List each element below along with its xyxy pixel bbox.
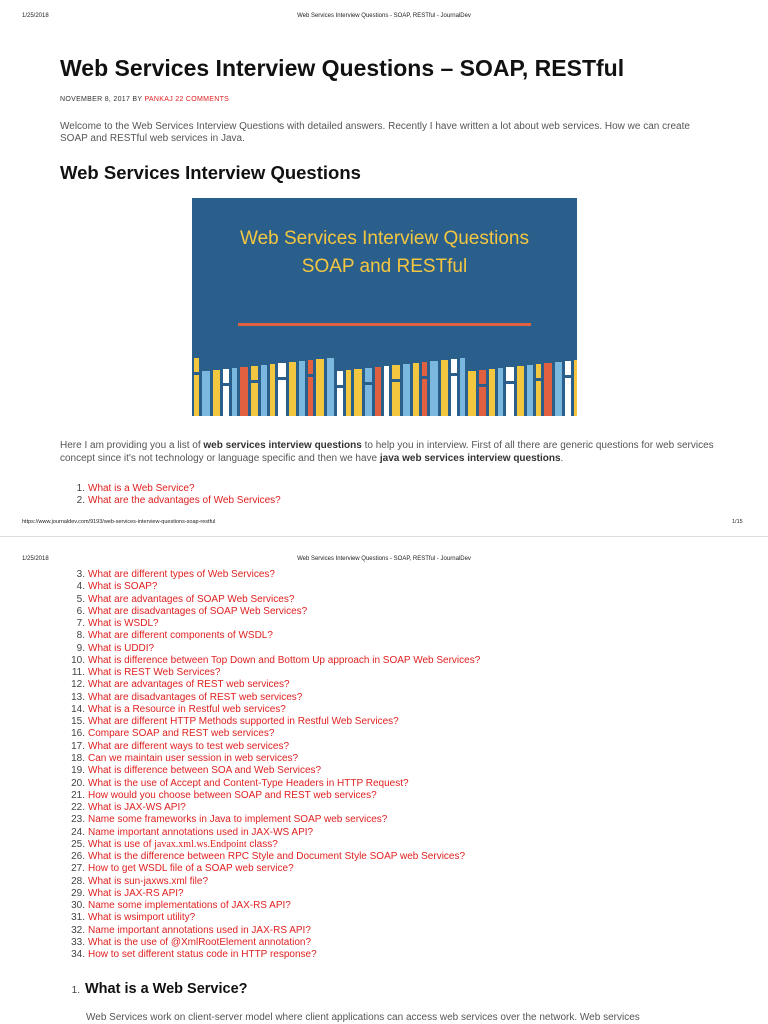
- list-item: [60, 495, 281, 507]
- item-number: 1.: [76, 483, 85, 494]
- question-link[interactable]: Name some implementations of JAX-RS API?: [88, 900, 291, 912]
- book-stripe: [565, 375, 571, 378]
- book-stripe: [337, 385, 343, 388]
- question-link[interactable]: What is a Resource in Restful web services?: [88, 703, 286, 715]
- para-text-e: .: [560, 453, 564, 464]
- list-item: [60, 863, 480, 875]
- item-number: 15.: [71, 716, 85, 728]
- book-spine: [270, 364, 275, 416]
- banner-title-line1: Web Services Interview Questions: [240, 228, 529, 249]
- list-item: [60, 937, 480, 949]
- list-item: [60, 851, 480, 863]
- item-number: 7.: [76, 618, 85, 630]
- book-spine: [337, 371, 343, 416]
- list-item: [60, 876, 480, 888]
- book-spine: [479, 370, 486, 416]
- item-number: 13.: [71, 691, 85, 703]
- question-link[interactable]: Compare SOAP and REST web services?: [88, 728, 275, 740]
- question-list-page1: [60, 483, 281, 508]
- book-spine: [327, 358, 334, 416]
- meta-by: BY: [132, 96, 143, 103]
- question-link[interactable]: What is REST Web Services?: [88, 667, 221, 679]
- book-spine: [430, 361, 438, 416]
- question-link[interactable]: What is difference between SOA and Web Services?: [88, 765, 322, 777]
- list-item: [60, 912, 480, 924]
- item-number: 3.: [76, 569, 85, 580]
- list-item: [60, 692, 480, 704]
- question-link[interactable]: What are different types of Web Services?: [88, 569, 275, 580]
- book-spine: [308, 360, 313, 416]
- item-number: 28.: [71, 875, 85, 887]
- book-spine: [555, 362, 562, 416]
- item-number: 19.: [71, 765, 85, 777]
- book-spine: [392, 365, 400, 416]
- book-stripe: [506, 381, 514, 384]
- question-link[interactable]: What are the advantages of Web Services?: [88, 495, 281, 507]
- item-number: 5.: [76, 593, 85, 605]
- question-link[interactable]: [88, 839, 278, 850]
- question-text-after: class?: [246, 838, 278, 850]
- item-number: 10.: [71, 654, 85, 666]
- book-spine: [489, 369, 495, 416]
- meta-author-link[interactable]: PANKAJ: [144, 96, 173, 103]
- print-footer-page: 1/15: [732, 519, 743, 525]
- print-header-title: Web Services Interview Questions - SOAP, RESTful - JournalDev: [297, 13, 471, 19]
- book-spine: [223, 369, 229, 416]
- list-item: [60, 483, 281, 495]
- list-item: [60, 741, 480, 753]
- book-spine: [536, 364, 541, 416]
- item-number: 32.: [71, 924, 85, 936]
- book-spine: [278, 363, 286, 416]
- book-spine: [316, 359, 324, 416]
- list-item: [60, 827, 480, 839]
- banner-image: [192, 198, 577, 416]
- question-link[interactable]: How to get WSDL file of a SOAP web service?: [88, 863, 294, 875]
- book-spine: [261, 365, 267, 416]
- book-stripe: [536, 378, 541, 381]
- book-spine: [468, 371, 476, 416]
- list-item: [60, 949, 480, 961]
- book-spine: [232, 368, 237, 416]
- question-link[interactable]: What is the use of Accept and Content-Type Headers in HTTP Request?: [88, 777, 409, 789]
- answer-paragraph: Web Services work on client-server model where client applications can access web services over the network. Web services: [86, 1012, 640, 1023]
- question-link[interactable]: What is the difference between RPC Style and Document Style SOAP web Services?: [88, 851, 466, 863]
- book-stripe: [278, 377, 286, 380]
- book-stripe: [194, 372, 199, 375]
- book-spine: [544, 363, 552, 416]
- item-number: 22.: [71, 802, 85, 814]
- item-number: 17.: [71, 740, 85, 752]
- book-spine: [517, 366, 524, 416]
- list-item: [60, 643, 480, 655]
- book-spine: [460, 358, 465, 416]
- question-link[interactable]: What are advantages of REST web services?: [88, 679, 290, 691]
- inline-code: javax.xml.ws.Endpoint: [154, 838, 247, 850]
- list-item: [60, 753, 480, 765]
- item-number: 4.: [76, 581, 85, 593]
- book-spine: [213, 370, 220, 416]
- item-number: 26.: [71, 851, 85, 863]
- question-link[interactable]: What is WSDL?: [88, 618, 159, 630]
- book-spine: [384, 366, 389, 416]
- book-stripe: [451, 373, 457, 376]
- list-item: [60, 888, 480, 900]
- book-spine: [527, 365, 533, 416]
- meta-date: NOVEMBER 8, 2017: [60, 96, 131, 103]
- list-item: [60, 728, 480, 740]
- item-number: 29.: [71, 887, 85, 899]
- item-number: 8.: [76, 630, 85, 642]
- list-item: [60, 900, 480, 912]
- list-item: [60, 569, 480, 581]
- question-link[interactable]: What is the use of @XmlRootElement annotation?: [88, 936, 312, 948]
- book-spine: [413, 363, 419, 416]
- list-item: [60, 925, 480, 937]
- print-header-date: 1/25/2018: [22, 556, 49, 562]
- question-link[interactable]: Name some frameworks in Java to implement SOAP web services?: [88, 814, 388, 826]
- question-text: What is use of: [88, 838, 155, 850]
- question-link[interactable]: What is JAX-WS API?: [88, 802, 186, 814]
- question-link[interactable]: How would you choose between SOAP and REST web services?: [88, 789, 377, 801]
- meta-comments-link[interactable]: 22 COMMENTS: [175, 96, 230, 103]
- list-item: [60, 667, 480, 679]
- item-number: 6.: [76, 605, 85, 617]
- intro-paragraph: Welcome to the Web Services Interview Questions with detailed answers. Recently I have written a lot about web services. How we can create SOAP and RESTful web services in Java.: [60, 121, 690, 144]
- question-link[interactable]: What is JAX-RS API?: [88, 887, 184, 899]
- question-link[interactable]: What is SOAP?: [88, 581, 158, 593]
- item-number: 12.: [71, 679, 85, 691]
- book-spine: [574, 360, 577, 416]
- question-link[interactable]: Name important annotations used in JAX-RS API?: [88, 924, 311, 936]
- question-list-page2: [60, 569, 480, 962]
- book-stripe: [223, 383, 229, 386]
- list-item: [60, 630, 480, 642]
- book-spine: [565, 361, 571, 416]
- print-header-title: Web Services Interview Questions - SOAP, RESTful - JournalDev: [297, 556, 471, 562]
- print-header-date: 1/25/2018: [22, 13, 49, 19]
- question-link[interactable]: What is wsimport utility?: [88, 912, 196, 924]
- book-stripe: [365, 382, 372, 385]
- item-number: 20.: [71, 777, 85, 789]
- article-title: Web Services Interview Questions – SOAP, RESTful: [60, 55, 625, 81]
- question-link[interactable]: What are different HTTP Methods supported in Restful Web Services?: [88, 716, 399, 728]
- list-item: [60, 790, 480, 802]
- question-link[interactable]: What is sun-jaxws.xml file?: [88, 875, 209, 887]
- list-item: [60, 594, 480, 606]
- banner-books-graphic: [192, 198, 577, 416]
- answer-heading-text: What is a Web Service?: [85, 981, 248, 997]
- item-number: 9.: [76, 642, 85, 654]
- book-spine: [240, 367, 248, 416]
- question-link[interactable]: What is UDDI?: [88, 642, 155, 654]
- answer-heading: [60, 981, 248, 997]
- book-spine: [403, 364, 410, 416]
- list-item: [60, 839, 480, 851]
- book-spine: [451, 359, 457, 416]
- page-separator: [0, 536, 768, 537]
- list-item: [60, 655, 480, 667]
- list-item: [60, 618, 480, 630]
- print-footer-url: https://www.journaldev.com/9193/web-services-interview-questions-soap-restful: [22, 519, 216, 525]
- item-number: 14.: [71, 703, 85, 715]
- item-number: 34.: [71, 949, 85, 961]
- book-spine: [375, 367, 381, 416]
- book-stripe: [392, 379, 400, 382]
- question-link[interactable]: What are disadvantages of SOAP Web Services?: [88, 605, 308, 617]
- item-number: 2.: [76, 495, 85, 507]
- para-bold-d: java web services interview questions: [379, 453, 561, 464]
- list-item: [60, 765, 480, 777]
- book-spine: [506, 367, 514, 416]
- book-spine: [354, 369, 362, 416]
- item-number: 30.: [71, 900, 85, 912]
- book-stripe: [422, 376, 427, 379]
- item-number: 33.: [71, 936, 85, 948]
- article-meta: [60, 96, 229, 103]
- list-intro-paragraph: [60, 439, 720, 465]
- list-item: [60, 679, 480, 691]
- book-stripe: [479, 384, 486, 387]
- item-number: 11.: [71, 667, 85, 679]
- book-spine: [498, 368, 503, 416]
- banner-title-line2: SOAP and RESTful: [301, 256, 468, 277]
- book-spine: [202, 371, 210, 416]
- list-item: [60, 581, 480, 593]
- book-stripe: [251, 380, 258, 383]
- book-spine: [422, 362, 427, 416]
- item-number: 18.: [71, 752, 85, 764]
- item-number: 23.: [71, 814, 85, 826]
- list-item: [60, 704, 480, 716]
- item-number: 24.: [71, 826, 85, 838]
- item-number: 21.: [71, 789, 85, 801]
- list-item: [60, 716, 480, 728]
- item-number: 16.: [71, 728, 85, 740]
- para-bold-b: web services interview questions: [203, 440, 362, 451]
- book-spine: [441, 360, 448, 416]
- section-heading: Web Services Interview Questions: [60, 162, 361, 183]
- question-link[interactable]: What are advantages of SOAP Web Services?: [88, 593, 295, 605]
- item-number: 25.: [71, 838, 85, 850]
- question-link[interactable]: What are different components of WSDL?: [88, 630, 273, 642]
- list-item: [60, 814, 480, 826]
- book-spine: [346, 370, 351, 416]
- book-spine: [299, 361, 305, 416]
- question-link[interactable]: What are disadvantages of REST web services?: [88, 691, 303, 703]
- book-stripe: [308, 374, 313, 377]
- question-link[interactable]: Can we maintain user session in web services?: [88, 752, 299, 764]
- answer-number: 1.: [71, 985, 80, 996]
- list-item: [60, 606, 480, 618]
- list-item: [60, 802, 480, 814]
- book-spine: [289, 362, 296, 416]
- para-text-a: Here I am providing you a list of: [60, 440, 204, 451]
- question-link[interactable]: What is a Web Service?: [88, 483, 195, 494]
- question-link[interactable]: How to set different status code in HTTP response?: [88, 949, 317, 961]
- book-spine: [251, 366, 258, 416]
- item-number: 27.: [71, 863, 85, 875]
- book-spine: [194, 358, 199, 416]
- question-link[interactable]: What is difference between Top Down and Bottom Up approach in SOAP Web Services?: [88, 654, 481, 666]
- item-number: 31.: [71, 912, 85, 924]
- para-text-c: to help you in interview. First of all there are generic questions for web services concept since it's not technology or language specific and then we have: [60, 440, 714, 464]
- list-item: [60, 778, 480, 790]
- book-spine: [365, 368, 372, 416]
- question-link[interactable]: Name important annotations used in JAX-WS API?: [88, 826, 314, 838]
- question-link[interactable]: What are different ways to test web services?: [88, 740, 290, 752]
